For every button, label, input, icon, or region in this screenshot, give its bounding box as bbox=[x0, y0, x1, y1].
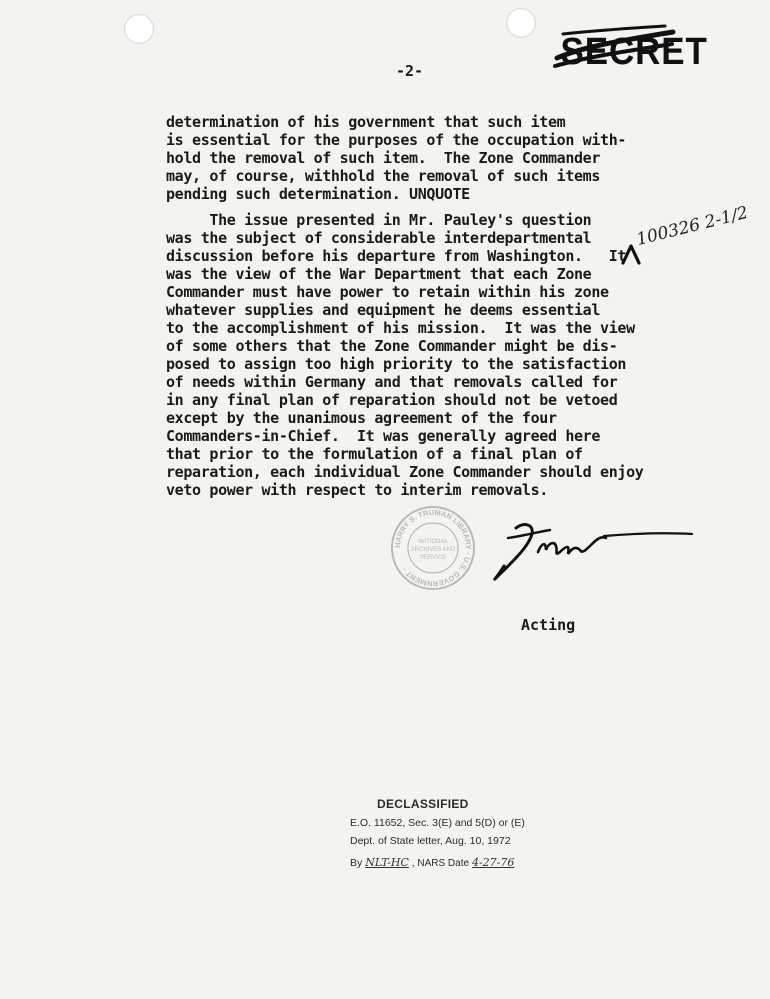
insertion-caret-mark bbox=[620, 244, 642, 264]
handwritten-file-number-text: 100326 2-1/2 bbox=[634, 202, 751, 250]
declass-nars-label: , NARS Date bbox=[411, 858, 470, 869]
punch-hole-right bbox=[506, 8, 536, 38]
declass-authority: E.O. 11652, Sec. 3(E) and 5(D) or (E) bbox=[350, 817, 525, 829]
svg-text:HARRY S. TRUMAN LIBRARY · U.S.: HARRY S. TRUMAN LIBRARY · U.S. GOVERNMENT · bbox=[392, 507, 474, 589]
declass-by-line bbox=[350, 856, 525, 869]
signature bbox=[488, 516, 694, 584]
svg-text:SECRET: SECRET bbox=[560, 29, 708, 73]
svg-text:NATIONAL: NATIONAL bbox=[418, 539, 448, 545]
secret-stamp bbox=[555, 20, 708, 76]
svg-text:ARCHIVES AND: ARCHIVES AND bbox=[410, 547, 456, 553]
declass-date-value: 4-27-76 bbox=[471, 856, 515, 869]
declassified-title: DECLASSIFIED bbox=[377, 797, 469, 811]
declass-letter: Dept. of State letter, Aug. 10, 1972 bbox=[350, 835, 511, 847]
declass-by-label: By bbox=[350, 857, 363, 869]
archive-seal bbox=[390, 505, 476, 591]
svg-text:SERVICE: SERVICE bbox=[419, 555, 447, 561]
page-number: -2- bbox=[396, 62, 424, 80]
body-paragraph-1: determination of his government that such item is essential for the purposes of the occupation with- hold the removal of such item. The Zone Commander may, of course, withhold the removal of such items pending such determination. UNQUOTE bbox=[166, 113, 627, 203]
punch-hole-left bbox=[124, 14, 154, 44]
declassification-stamp bbox=[350, 797, 525, 869]
declass-by-value: NLT-HC bbox=[365, 856, 409, 869]
body-paragraph-2: The issue presented in Mr. Pauley's question was the subject of considerable interdepartmental discussion before his departure from Washington. It was the view of the War Department that each Zone Commander must have power to retain within his zone whatever supplies and equipment he deems essential to the accomplishment of his mission. It was the view of some others that the Zone Commander might be dis- posed to assign too high priority to the satisfaction of needs within Germany and that removals called for in any final plan of reparation should not be vetoed except by the unanimous agreement of the four Commanders-in-Chief. It was generally agreed here that prior to the formulation of a final plan of reparation, each individual Zone Commander should enjoy veto power with respect to interim removals. bbox=[166, 211, 644, 499]
signer-title: Acting bbox=[521, 616, 576, 634]
